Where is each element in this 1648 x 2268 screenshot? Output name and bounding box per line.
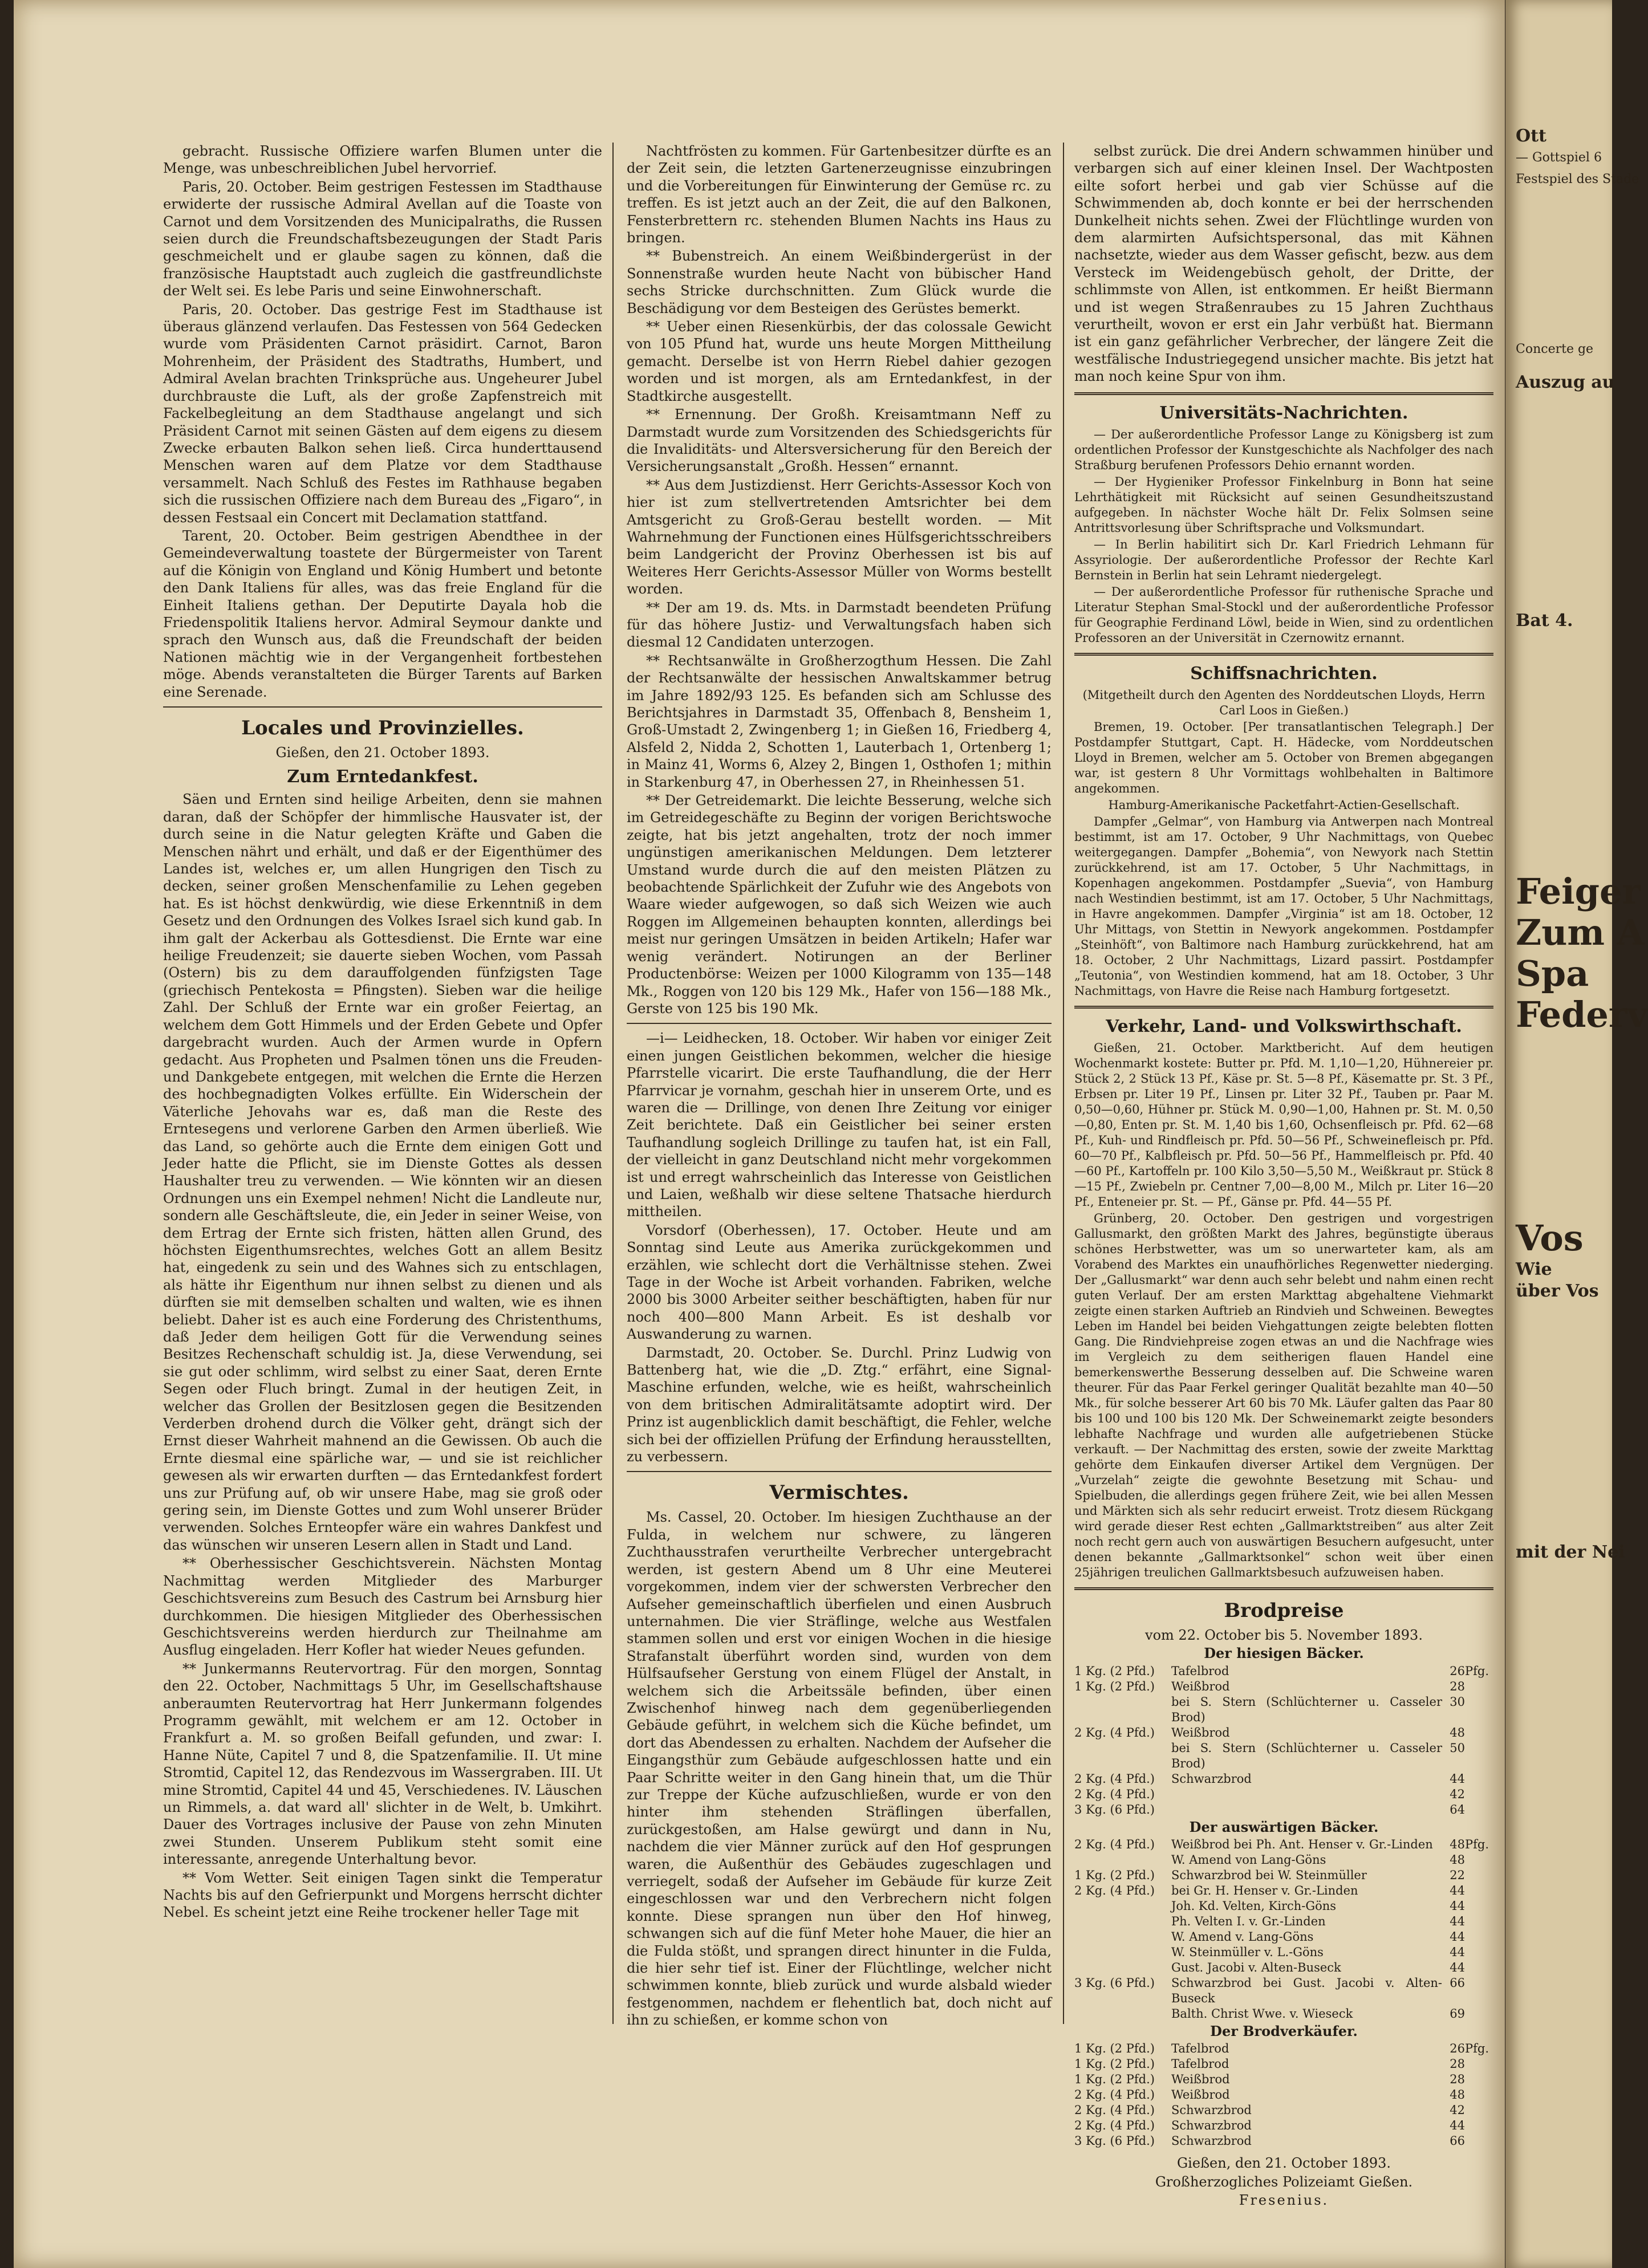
date-range: vom 22. October bis 5. November 1893. [1145,1627,1423,1643]
article-paragraph: ** Aus dem Justizdienst. Herr Gerichts-Assessor Koch von hier ist zum stellvertretenden Amtsrichter bei dem Amtsgericht zu Groß-Gerau bestellt worden. — Mit Wahrnehmung der Functionen eines Hülfsgerichtsschreibers beim Landgericht der Provinz Oberhessen ist bis auf Weiteres Herr Gerichts-Assessor Müller von Worms bestellt worden. [627,477,1052,598]
article-paragraph: selbst zurück. Die drei Andern schwammen hinüber und verbargen sich auf einer kleinen Insel. Der Wachtposten eilte sofort herbei und gab vier Schüsse auf die Schwimmenden ab, doch konnte er bei der herrschenden Dunkelheit nichts sehen. Zwei der Flüchtlinge wurden von dem alarmirten Aufsichtspersonal, das mit Kähnen nachsetzte, wieder aus dem Wasser gefischt, bezw. aus dem Versteck im Weidengebüsch geholt, der Dritte, der schlimmste von Allen, ist entkommen. Er heißt Biermann und ist wegen Straßenraubes zu 15 Jahren Zuchthaus verurtheilt, wovon er erst ein Jahr verbüßt hat. Biermann ist ein ganz gefährlicher Verbrecher, der längere Zeit die westfälische Industriegegend unsicher machte. Bis jetzt hat man noch keine Spur von ihm. [1074,143,1493,385]
price-cell-price: 42 [1450,2103,1465,2117]
price-cell-item: Schwarzbrod [1171,2134,1252,2148]
price-cell-unit [1465,1945,1493,1960]
article-paragraph: ** Der Getreidemarkt. Die leichte Besserung, welche sich im Getreidegeschäfte zu Beginn der vorigen Berichtswoche zeigte, hat bis jetzt angehalten, trotz der noch immer ungünstigen amerikanischen Meldungen. Dem letzterer Umstand wurde durch die auf den meisten Plätzen zu beobachtende Spärlichkeit der Zufuhr wie des Angebots von Waare wieder aufgewogen, so daß sich Weizen wie auch Roggen im Allgemeinen behaupten konnten, allerdings bei meist nur geringen Umsätzen in beiden Artikeln; Hafer war wenig verändert. Notirungen an der Berliner Productenbörse: Weizen per 1000 Kilogramm von 135—148 Mk., Roggen von 120 bis 129 Mk., Hafer von 156—188 Mk., Gerste von 125 bis 190 Mk. [627,792,1052,1017]
price-cell-item: Gust. Jacobi v. Alten-Buseck [1171,1960,1341,1974]
price-cell-item [1171,1802,1442,1818]
section-heading-locales: Locales und Provinzielles. [241,717,524,739]
price-row [1074,2056,1493,2072]
price-cell-unit [1465,2118,1493,2133]
price-row [1074,1679,1493,1694]
price-row [1074,1960,1493,1976]
price-row [1074,1787,1493,1802]
price-row [1074,1852,1493,1868]
price-cell-qty [1074,1914,1171,1929]
price-cell-price: 44 [1450,1899,1465,1913]
price-cell-item: Weißbrod [1171,1679,1230,1693]
price-cell-unit [1465,1741,1493,1771]
price-cell-item: W. Amend von Lang-Göns [1171,1852,1326,1867]
price-cell-price: 50 [1450,1741,1465,1755]
article-paragraph: ** Vom Wetter. Seit einigen Tagen sinkt die Temperatur Nachts bis auf den Gefrierpunkt und Morgens herrscht dichter Nebel. Es scheint jetzt eine Reihe trockener heller Tage mit [163,1869,602,1921]
price-row [1074,1802,1493,1818]
section-heading-brodpreise: Brodpreise [1224,1599,1344,1622]
price-cell-qty [1074,1960,1171,1976]
price-row [1074,2118,1493,2133]
price-cell-price: 44 [1450,1883,1465,1897]
price-cell-unit [1465,1929,1493,1945]
price-cell-unit: Pfg. [1465,2042,1489,2056]
article-paragraph: Bremen, 19. October. [Per transatlantischen Telegraph.] Der Postdampfer Stuttgart, Capt. H. Hädecke, vom Norddeutschen Lloyd in Bremen, welcher am 5. October von Bremen abgegangen war, ist gestern 8 Uhr Vormittags wohlbehalten in Baltimore angekommen. [1074,720,1493,795]
price-cell-price: 64 [1450,1802,1465,1816]
price-cell-qty: 3 Kg. (6 Pfd.) [1074,1976,1155,1990]
price-cell-price: 44 [1450,1945,1465,1959]
article-paragraph: Tarent, 20. October. Beim gestrigen Abendthee in der Gemeindeverwaltung toastete der Bürgermeister von Tarent auf die Königin von England und König Humbert und betonte den Dank Italiens für alles, was das freie England für die Einheit Italiens gethan. Der Deputirte Dayala hob die Friedenspolitik Italiens hervor. Admiral Seymour dankte und sprach den Wunsch aus, daß die Freundschaft der beiden Nationen mächtig wie in der Vergangenheit fortbestehen möge. Abends veranstalteten die Bürger Tarents auf Barken eine Serenade. [163,527,602,700]
price-row [1074,1914,1493,1929]
price-cell-unit [1465,1899,1493,1914]
article-paragraph: ** Junkermanns Reutervortrag. Für den morgen, Sonntag den 22. October, Nachmittags 5 Uhr, im Gesellschaftshause anberaumten Reutervortrag hat Herr Junkermann folgendes Programm gewählt, mit welchem er am 12. October in Frankfurt a. M. so großen Beifall gefunden, und zwar: I. Hanne Nüte, Capitel 7 und 8, die Spatzenfamilie. II. Ut mine Stromtid, Capitel 12, das Rendezvous im Wassergraben. III. Ut mine Stromtid, Capitel 44 und 45, Verschiedenes. IV. Läuschen un Rimmels, a. dat ward all' slichter in de Welt, b. Umkihrt. Dauer des Vortrages inclusive der Pause von zehn Minuten zwei Stunden. Unserem Publikum steht somit eine interessante, anregende Unterhaltung bevor. [163,1660,602,1868]
price-cell-price: 48 [1450,2088,1465,2102]
price-cell-qty: 2 Kg. (4 Pfd.) [1074,2119,1155,2133]
price-row [1074,2006,1493,2022]
price-cell-unit: Pfg. [1465,1837,1489,1851]
price-cell-item [1171,1787,1442,1802]
price-cell-item: Tafelbrod [1171,1664,1229,1678]
price-cell-price: 42 [1450,1787,1465,1801]
article-paragraph: — Der Hygieniker Professor Finkelnburg in Bonn hat seine Lehrthätigkeit mit Rücksicht auf seinen Gesundheitszustand aufgegeben. In nächster Woche hält Dr. Felix Solmsen seine Antrittsvorlesung über Schriftsprache und Volksmundart. [1074,474,1493,535]
price-cell-price: 28 [1450,2057,1465,2071]
price-cell-unit [1465,2133,1493,2149]
price-cell-qty [1074,2006,1171,2022]
article-paragraph: ** Oberhessischer Geschichtsverein. Nächsten Montag Nachmittag werden Mitglieder des Marburger Geschichtsvereins zum Besuch des Castrum bei Arnsburg hier durchkommen. Die hiesigen Mitglieder des Oberhessischen Geschichtsvereins werden hierdurch zur Theilnahme am Ausflug eingeladen. Herr Kofler hat wieder Neues gefunden. [163,1555,602,1659]
section-divider [627,1023,1052,1024]
price-cell-qty: 1 Kg. (2 Pfd.) [1074,1664,1155,1678]
edge-text: Wie [1516,1259,1552,1279]
price-cell-price: 44 [1450,1929,1465,1944]
edge-text: Concerte ge [1516,342,1594,356]
edge-text: Auszug au [1516,372,1615,392]
price-cell-price: 26 [1450,1664,1465,1678]
price-cell-item: Weißbrod [1171,2088,1230,2102]
price-cell-qty: 2 Kg. (4 Pfd.) [1074,1771,1155,1786]
edge-text: Feiger [1516,871,1641,912]
price-cell-qty: 2 Kg. (4 Pfd.) [1074,1837,1155,1851]
price-cell-unit [1465,2087,1493,2103]
table-heading: Der Brodverkäufer. [1210,2022,1358,2039]
price-cell-price: 22 [1450,1868,1465,1882]
price-row [1074,1837,1493,1852]
article-paragraph: Vorsdorf (Oberhessen), 17. October. Heute und am Sonntag sind Leute aus Amerika zurückgekommen und erzählen, wie schlecht dort die Verhältnisse stehen. Zwei Tage in der Woche ist Arbeit vorhanden. Fabriken, welche 2000 bis 3000 Arbeiter seither beschäftigten, haben für nur noch 400—800 Mann Arbeit. Es ist deshalb vor Auswanderung zu warnen. [627,1222,1052,1343]
price-cell-item: Tafelbrod [1171,2057,1229,2071]
price-row [1074,2041,1493,2056]
price-cell-qty [1074,1929,1171,1945]
price-cell-qty: 1 Kg. (2 Pfd.) [1074,2042,1155,2056]
article-paragraph: Dampfer „Gelmar“, von Hamburg via Antwerpen nach Montreal bestimmt, ist am 17. October, 9 Uhr Nachmittags, von Quebec weitergegangen. Dampfer „Bohemia“, von Newyork nach Stettin zurückkehrend, ist am 17. October, 5 Uhr Nachmittags, in Kopenhagen angekommen. Postdampfer „Suevia“, von Hamburg nach Westindien bestimmt, ist am 17. October, 5 Uhr Nachmittags, in Havre angekommen. Dampfer „Virginia“ ist am 18. October, 12 Uhr Mittags, von Stettin in Newyork angekommen. Postdampfer „Steinhöft“, von Baltimore nach Hamburg zurückkehrend, hat am 18. October, 2 Uhr Nachmittags, Lizard passirt. Postdampfer „Teutonia“, von Westindien kommend, hat am 18. October, 3 Uhr Nachmittags, von Havre die Reise nach Hamburg fortgesetzt. [1074,814,1493,998]
price-cell-item: bei S. Stern (Schlüchterner u. Casseler Brod) [1171,1694,1442,1724]
price-cell-price: 48 [1450,1852,1465,1867]
price-cell-unit [1465,1976,1493,2006]
column-3 [1074,143,1493,2209]
price-cell-qty: 1 Kg. (2 Pfd.) [1074,2057,1155,2071]
price-cell-unit [1465,1852,1493,1868]
article-paragraph: Paris, 20. October. Beim gestrigen Festessen im Stadthause erwiderte der russische Admiral Avellan auf die Toaste von Carnot und dem Vorsitzenden des Municipalraths, die Russen seien durch die Freundschaftsbezeugungen der Stadt Paris geschmeichelt und er glaube sagen zu können, daß die französische Hauptstadt auch zugleich die gastfreundlichste der Welt sei. Es lebe Paris und seine Einwohnerschaft. [163,178,602,299]
price-cell-price: 26 [1450,2042,1465,2056]
section-divider [627,1471,1052,1472]
edge-text: Ott [1516,126,1546,146]
price-cell-unit: Pfg. [1465,1664,1489,1678]
price-cell-qty: 2 Kg. (4 Pfd.) [1074,2088,1155,2102]
article-paragraph: ** Bubenstreich. An einem Weißbindergerüst in der Sonnenstraße wurden heute Nacht von bübischer Hand sechs Stricke durchschnitten. Zum Glück wurde die Beschädigung vor dem Besteigen des Gerüstes bemerkt. [627,248,1052,316]
price-cell-qty [1074,1945,1171,1960]
price-cell-qty: 1 Kg. (2 Pfd.) [1074,2072,1155,2087]
article-paragraph: Grünberg, 20. October. Den gestrigen und vorgestrigen Gallusmarkt, den größten Markt des Jahres, begünstigte überaus schönes Herbstwetter, was um so unerwarteter kam, als am Vorabend des Marktes ein unaufhörliches Regenwetter niederging. Der „Gallusmarkt“ war denn auch sehr belebt und nahm einen recht guten Verlauf. Der am ersten Markttag abgehaltene Viehmarkt zeigte einen starken Auftrieb an Rindvieh und Schweinen. Bewegtes Leben im Handel bei beiden Viehgattungen zeigte belebten flotten Gang. Die Rindviehpreise zogen etwas an und die Nachfrage wies im Vergleich zu dem seitherigen flauen Handel eine bemerkenswerthe Besserung desselben auf. Die Schweine waren theurer. Für das Paar Ferkel geringer Qualität bezahlte man 40—50 Mk., für solche besserer Art 60 bis 70 Mk. Läufer galten das Paar 80 bis 100 und 100 bis 120 Mk. Der Schweinemarkt zeigte besonders lebhafte Nachfrage und wurden alle aufgetriebenen Stücke verkauft. — Der Nachmittag des ersten, sowie der zweite Markttag gehörte dem Einkaufen diverser Artikel dem Vergnügen. Der „Vurzelah“ zeigte die gewohnte Besetzung mit Schau- und Spielbuden, die allerdings gegen frühere Zeit, wie bei allen Messen und Märkten sich als sehr reducirt erweist. Trotz diesem Rückgang wird gerade dieser Rest echten „Gallmarktstreiben“ aus alter Zeit noch recht gern auch von auswärtigen Besuchern aufgesucht, unter denen bekannte „Gallmarktsonkel“ schon weit über einen 25jährigen treulichen Gallmarktsbesuch aufzuweisen haben. [1074,1211,1493,1579]
price-cell-qty: 2 Kg. (4 Pfd.) [1074,1883,1155,1897]
price-cell-qty: 3 Kg. (6 Pfd.) [1074,1802,1155,1816]
price-cell-unit [1465,1914,1493,1929]
section-heading-verkehr: Verkehr, Land- und Volkswirthschaft. [1106,1016,1462,1037]
price-row [1074,2103,1493,2118]
edge-text: über Vos [1516,1281,1599,1301]
section-divider [1074,653,1493,656]
section-divider [163,706,602,708]
adjacent-page-edge [1505,0,1648,2268]
signature-org: Großherzogliches Polizeiamt Gießen. [1155,2173,1413,2190]
article-heading-ernte: Zum Erntedankfest. [287,767,478,787]
price-cell-unit [1465,2056,1493,2072]
price-cell-item: bei S. Stern (Schlüchterner u. Casseler Brod) [1171,1741,1442,1770]
price-cell-unit [1465,1787,1493,1802]
price-cell-item: Weißbrod [1171,1725,1230,1739]
section-subheading: (Mitgetheilt durch den Agenten des Norddeutschen Lloyds, Herrn Carl Loos in Gießen.) [1082,688,1485,717]
section-heading-vermischtes: Vermischtes. [769,1481,909,1505]
price-table-hiesige [1074,1664,1493,1818]
column-2 [627,143,1052,2029]
article-paragraph: Ms. Cassel, 20. October. Im hiesigen Zuchthause an der Fulda, in welchem nur schwere, zu längeren Zuchthausstrafen verurtheilte Verbrecher untergebracht werden, ist gestern Abend um 8 Uhr eine Meuterei vorgekommen, indem vier der schwersten Verbrecher den Aufseher gemeinschaftlich überfielen und einen Ausbruch unternahmen. Die vier Sträflinge, welche aus Westfalen stammen sollen und erst vor einigen Wochen in die hiesige Strafanstalt überführt worden sind, wurden von dem Hülfsaufseher Gerstung von einem Flügel der Anstalt, in welchem sich die Arbeitssäle befinden, über einen Zwischenhof hinweg nach dem gegenüberliegenden Gebäude geführt, in welchem sich die Küche befindet, um dort das Abendessen zu erhalten. Nachdem der Aufseher die Eingangsthür zum Gebäude aufgeschlossen hatte und ein Paar Schritte weiter in den Gang hinein that, um die Thür zur Treppe der Küche aufzuschließen, wurde er von den hinter ihm stehenden Sträflingen überfallen, zurückgestoßen, am Halse gewürgt und dann in Nu, nachdem die vier Männer zurück auf den Hof gesprungen waren, die Außenthür des Gebäudes zugeschlagen und verriegelt, sodaß der Aufseher im Gebäude für kurze Zeit eingeschlossen war und den Verbrechern nicht folgen konnte. Diese sprangen nun über den Hof hinweg, schwangen sich auf die fünf Meter hohe Mauer, die hier an die Fulda stößt, und sprangen direct hinunter in die Fulda, die hier sehr tief ist. Einer der Flüchtlinge, welcher nicht schwimmen konnte, blieb zurück und wurde alsbald wieder festgenommen, nachdem er flehentlich bat, doch nicht auf ihn zu schießen, er komme schon von [627,1509,1052,2029]
price-row [1074,1664,1493,1679]
price-cell-unit [1465,2072,1493,2087]
price-cell-unit [1465,2103,1493,2118]
price-cell-item: Weißbrod [1171,2072,1230,2087]
price-cell-item: Schwarzbrod [1171,2103,1252,2117]
edge-text: Festspiel des Stade [1516,172,1639,186]
edge-text: Bat 4. [1516,611,1573,631]
price-cell-qty: 2 Kg. (4 Pfd.) [1074,1787,1155,1801]
price-cell-item: bei Gr. H. Henser v. Gr.-Linden [1171,1883,1358,1897]
price-cell-item: Tafelbrod [1171,2042,1229,2056]
price-cell-qty [1074,1899,1171,1914]
price-cell-price: 44 [1450,2119,1465,2133]
price-cell-price: 28 [1450,2072,1465,2087]
dateline: Gießen, den 21. October 1893. [275,745,490,761]
price-table-verkaeufer [1074,2041,1493,2149]
article-paragraph: ** Der am 19. ds. Mts. in Darmstadt beendeten Prüfung für das höhere Justiz- und Verwaltungsfach haben sich diesmal 12 Candidaten unterzogen. [627,599,1052,651]
article-paragraph: — Der außerordentliche Professor für ruthenische Sprache und Literatur Stephan Smal-Stockl und der außerordentliche Professor für Geographie Ferdinand Löwl, beide in Wien, sind zu ordentlichen Professoren an der Universität in Czernowitz ernannt. [1074,584,1493,645]
edge-text: Spa [1516,953,1589,994]
price-cell-price: 44 [1450,1960,1465,1974]
price-cell-price: 44 [1450,1771,1465,1786]
article-paragraph: — Der außerordentliche Professor Lange zu Königsberg ist zum ordentlichen Professor der Kunstgeschichte als Nachfolger des nach Straßburg berufenen Professors Dehio ernannt worden. [1074,427,1493,472]
price-row [1074,1945,1493,1960]
price-cell-item: Joh. Kd. Velten, Kirch-Göns [1171,1899,1337,1913]
price-cell-price: 48 [1450,1725,1465,1739]
price-cell-unit [1465,1883,1493,1899]
price-cell-unit [1465,1694,1493,1725]
edge-text: Federv [1516,994,1648,1035]
price-row [1074,1899,1493,1914]
edge-text: Vos [1516,1217,1584,1259]
price-cell-qty: 2 Kg. (4 Pfd.) [1074,2103,1155,2117]
price-cell-unit [1465,1960,1493,1976]
newspaper-page [14,0,1505,2268]
price-row [1074,1694,1493,1725]
article-paragraph: Paris, 20. October. Das gestrige Fest im Stadthause ist überaus glänzend verlaufen. Das Festessen von 564 Gedecken wurde vom Präsidenten Carnot präsidirt. Carnot, Baron Mohrenheim, der Präsident des Stadtraths, Humbert, und Admiral Avelan brachten Trinksprüche aus. Ungeheurer Jubel durchbrauste die Luft, als der große Zapfenstreich mit Fackelbegleitung an dem Stadthause angelangt und sich Präsident Carnot mit seinen Gästen auf dem eigens zu diesem Zwecke erbauten Balkon sehen ließ. Circa hunderttausend Menschen waren auf dem Platze vor dem Stadthause versammelt. Nach Schluß des Festes im Rathhause begaben sich die russischen Offiziere nach dem Bureau des „Figaro“, in dessen Festsaal ein Concert mit Declamation stattfand. [163,301,602,526]
section-divider [1074,392,1493,395]
price-cell-unit [1465,1679,1493,1694]
price-row [1074,1725,1493,1741]
section-heading-universitaet: Universitäts-Nachrichten. [1159,403,1408,423]
column-rule [1063,143,1064,2024]
price-cell-qty: 2 Kg. (4 Pfd.) [1074,1725,1155,1739]
article-paragraph: —i— Leidhecken, 18. October. Wir haben vor einiger Zeit einen jungen Geistlichen bekommen, welcher die hiesige Pfarrstelle vicarirt. Die erste Taufhandlung, die der Herr Pfarrvicar je vornahm, geschah hier in unserem Orte, und es waren die — Drillinge, von denen Ihre Zeitung vor einiger Zeit berichtete. Daß ein Geistlicher bei seiner ersten Taufhandlung sogleich Drillinge zu taufen hat, ist ein Fall, der vielleicht in ganz Deutschland nicht mehr vorgekommen ist und erregt wahrscheinlich das Interesse von Geistlichen und Laien, weßhalb wir diese seltene Thatsache hierdurch mittheilen. [627,1030,1052,1220]
price-row [1074,1771,1493,1787]
section-heading-schiff: Schiffsnachrichten. [1190,663,1378,684]
column-rule [612,143,614,2024]
article-paragraph: Darmstadt, 20. October. Se. Durchl. Prinz Ludwig von Battenberg hat, wie die „D. Ztg.“ erfährt, eine Signal-Maschine erfunden, welche, wie es heißt, wahrscheinlich von dem britischen Admiralitätsamte adoptirt wird. Der Prinz ist augenblicklich damit beschäftigt, die Fehler, welche sich bei der offiziellen Prüfung der Erfindung herausstellten, zu verbessern. [627,1344,1052,1465]
price-cell-item: Balth. Christ Wwe. v. Wieseck [1171,2006,1353,2021]
price-cell-unit [1465,1771,1493,1787]
price-cell-price: 28 [1450,1679,1465,1693]
article-paragraph: Säen und Ernten sind heilige Arbeiten, denn sie mahnen daran, daß der Schöpfer der himmlische Hausvater ist, der durch seine in die Natur gelegten Kräfte und Gaben die Menschen nährt und erhält, und daß er der Eigenthümer des Landes ist, welches er, um allen Hungrigen den Tisch zu decken, seiner großen Menschenfamilie zu Lehen gegeben hat. Es ist höchst denkwürdig, wie diese Erkenntniß in dem Gesetz und den Ordnungen des Volkes Israel sich kund gab. In ihm galt der Ackerbau als Gottesdienst. Die Ernte war eine heilige Freudenzeit; sie dauerte sieben Wochen, vom Passah (Ostern) bis zu dem darauffolgenden fünfzigsten Tage (griechisch Pentekosta = Pfingsten). Sieben war die heilige Zahl. Der Schluß der Ernte war ein großer Feiertag, an welchem dem Gott Himmels und der Erden Gebete und Opfer dargebracht wurden. Auch der Armen wurde in Opfern gedacht. Aus Propheten und Psalmen tönen uns die Freuden- und Dankgebete entgegen, mit welchen die Ernte die Herzen des hochbegnadigten Volkes erfüllte. Ein Widerschein der Väterliche Jehovahs war es, daß man die Reste des Erntesegens und verlorene Garben den Armen überließ. Wie das Land, so gehörte auch die Ernte dem einigen Gott und Jeder hatte die Pflicht, sie im Dienste Gottes als dessen Haushalter treu zu verwenden. — Wie könnten wir an diesen Ordnungen uns ein Exempel nehmen! Nicht die Landleute nur, sondern alle Geschäftsleute, die, ein Jeder in seiner Weise, von dem Ertrag der Ernte sich fristen, hätten allen Grund, des höchsten Eigenthumsrechtes, welches Gott an allem Besitz hat, eingedenk zu sein und des Wahnes sich zu entschlagen, als hätte ihr Eigenthum nur ihnen selbst zu dienen und als dürften sie mit demselben schalten und walten, wie es ihnen beliebt. Daher ist es auch eine Forderung des Christenthums, daß Jeder dem heiligen Gott für die Verwendung seines Besitzes Rechenschaft schuldig ist. Ja, diese Verwendung, sei sie gut oder schlimm, wird selbst zu einer Saat, deren Ernte Segen oder Fluch bringt. Zumal in der heutigen Zeit, in welcher das Grollen der Besitzlosen gegen die Besitzenden Verderben drohend durch die Völker geht, drängt sich der Ernst dieser Wahrheit mahnend an die Gewissen. Ob auch die Ernte diesmal eine spärliche war, — und sie ist reichlicher gewesen als wir erwarten durften — das Erntedankfest fordert uns zur Prüfung auf, ob wir unsere Habe, mag sie groß oder gering sein, im Dienste Gottes und zum Wohl unserer Brüder verwenden. Solches Ernteopfer wäre ein wahres Dankfest und das wünschen wir unseren Lesern allen in Stadt und Land. [163,791,602,1553]
price-cell-price: 48 [1450,1837,1465,1851]
price-cell-item: Weißbrod bei Ph. Ant. Henser v. Gr.-Linden [1171,1837,1433,1851]
signature-date: Gießen, den 21. October 1893. [1176,2155,1391,2172]
article-paragraph: Gießen, 21. October. Marktbericht. Auf dem heutigen Wochenmarkt kostete: Butter pr. Pfd. M. 1,10—1,20, Hühnereier pr. Stück 2, 2 Stück 13 Pf., Käse pr. St. 5—8 Pf., Käsematte pr. St. 3 Pf., Erbsen pr. Liter 19 Pf., Linsen pr. Liter 32 Pf., Tauben pr. Paar M. 0,50—0,60, Hühner pr. Stück M. 0,90—1,00, Hahnen pr. St. M. 0,50—0,80, Enten pr. St. M. 1,40 bis 1,60, Ochsenfleisch pr. Pfd. 62—68 Pf., Kuh- und Rindfleisch pr. Pfd. 50—56 Pf., Schweinefleisch pr. Pfd. 60—70 Pf., Kalbfleisch pr. Pfd. 50—56 Pf., Hammelfleisch pr. Pfd. 40—60 Pf., Kartoffeln pr. 100 Kilo 3,50—5,50 M., Weißkraut pr. Stück 8—15 Pf., Zwiebeln pr. Centner 7,00—8,00 M., Milch pr. Liter 16—20 Pf., Enteneier pr. St. — Pf., Gänse pr. Pfd. 44—55 Pf. [1074,1040,1493,1209]
price-table-auswaertige [1074,1837,1493,2022]
price-row [1074,1976,1493,2006]
section-subheading: Hamburg-Amerikanische Packetfahrt-Actien-Gesellschaft. [1108,798,1460,812]
price-cell-qty [1074,1852,1171,1868]
article-paragraph: ** Ueber einen Riesenkürbis, der das colossale Gewicht von 105 Pfund hat, wurde uns heute Morgen Mittheilung gemacht. Derselbe ist von Herrn Riebel dahier gezogen worden und ist morgen, als am Erntedankfest, in der Stadtkirche ausgestellt. [627,319,1052,404]
price-row [1074,1741,1493,1771]
price-row [1074,2087,1493,2103]
price-cell-qty: 3 Kg. (6 Pfd.) [1074,2134,1155,2148]
column-1 [163,143,602,1921]
price-cell-qty: 1 Kg. (2 Pfd.) [1074,1679,1155,1693]
price-cell-unit [1465,1868,1493,1883]
price-cell-price: 30 [1450,1694,1465,1709]
signature-name: Fresenius. [1239,2192,1329,2209]
edge-text: — Gottspiel 6 [1516,151,1602,165]
article-paragraph: ** Rechtsanwälte in Großherzogthum Hessen. Die Zahl der Rechtsanwälte der hessischen Anwaltskammer betrug im Jahre 1892/93 125. Es befanden sich am Schlusse des Berichtsjahres in Darmstadt 35, Offenbach 8, Bensheim 1, Groß-Umstadt 2, Zwingenberg 1; in Gießen 16, Friedberg 4, Alsfeld 2, Nidda 2, Schotten 1, Lauterbach 1, Ortenberg 1; in Mainz 41, Worms 6, Alzey 2, Bingen 1, Osthofen 1; mithin in Starkenburg 47, in Oberhessen 27, in Rheinhessen 51. [627,652,1052,790]
price-row [1074,1929,1493,1945]
table-heading: Der hiesigen Bäcker. [1204,1645,1364,1662]
price-cell-price: 66 [1450,2134,1465,2148]
price-cell-price: 44 [1450,1914,1465,1928]
article-paragraph: gebracht. Russische Offiziere warfen Blumen unter die Menge, was unbeschreiblichen Jubel hervorrief. [163,143,602,177]
table-heading: Der auswärtigen Bäcker. [1189,1818,1379,1835]
article-paragraph: Nachtfrösten zu kommen. Für Gartenbesitzer dürfte es an der Zeit sein, die letzten Gartenerzeugnisse einzubringen und die Vorbereitungen für Einwinterung der Gemüse rc. zu treffen. Es ist jetzt auch an der Zeit, die auf den Balkonen, Fensterbrettern rc. stehenden Blumen Nachts ins Haus zu bringen. [627,143,1052,246]
price-cell-unit [1465,2006,1493,2022]
edge-text: mit der Nei [1516,1542,1625,1562]
price-cell-item: Schwarzbrod [1171,2119,1252,2133]
article-paragraph: — In Berlin habilitirt sich Dr. Karl Friedrich Lehmann für Assyriologie. Der außerordentliche Professor der Rechte Karl Bernstein in Berlin hat sein Lehramt niedergelegt. [1074,537,1493,582]
price-cell-qty [1074,1694,1171,1725]
article-paragraph: ** Ernennung. Der Großh. Kreisamtmann Neff zu Darmstadt wurde zum Vorsitzenden des Schiedsgerichts für die Invaliditäts- und Altersversicherung für den Bereich der Versicherungsanstalt „Großh. Hessen“ ernannt. [627,407,1052,475]
section-divider [1074,1587,1493,1590]
price-cell-item: W. Steinmüller v. L.-Göns [1171,1945,1324,1959]
price-cell-item: Schwarzbrod bei Gust. Jacobi v. Alten-Buseck [1171,1976,1442,2005]
price-row [1074,1868,1493,1883]
price-cell-price: 69 [1450,2006,1465,2021]
price-row [1074,2133,1493,2149]
price-cell-qty: 1 Kg. (2 Pfd.) [1074,1868,1155,1882]
edge-text: Zum A [1516,912,1645,953]
price-cell-item: Ph. Velten I. v. Gr.-Linden [1171,1914,1326,1928]
price-cell-unit [1465,1802,1493,1818]
price-cell-item: W. Amend v. Lang-Göns [1171,1929,1314,1944]
price-cell-price: 66 [1450,1976,1465,1990]
price-row [1074,2072,1493,2087]
price-cell-item: Schwarzbrod bei W. Steinmüller [1171,1868,1367,1882]
price-cell-unit [1465,1725,1493,1741]
price-cell-qty [1074,1741,1171,1771]
price-row [1074,1883,1493,1899]
price-cell-item: Schwarzbrod [1171,1771,1252,1786]
section-divider [1074,1006,1493,1009]
